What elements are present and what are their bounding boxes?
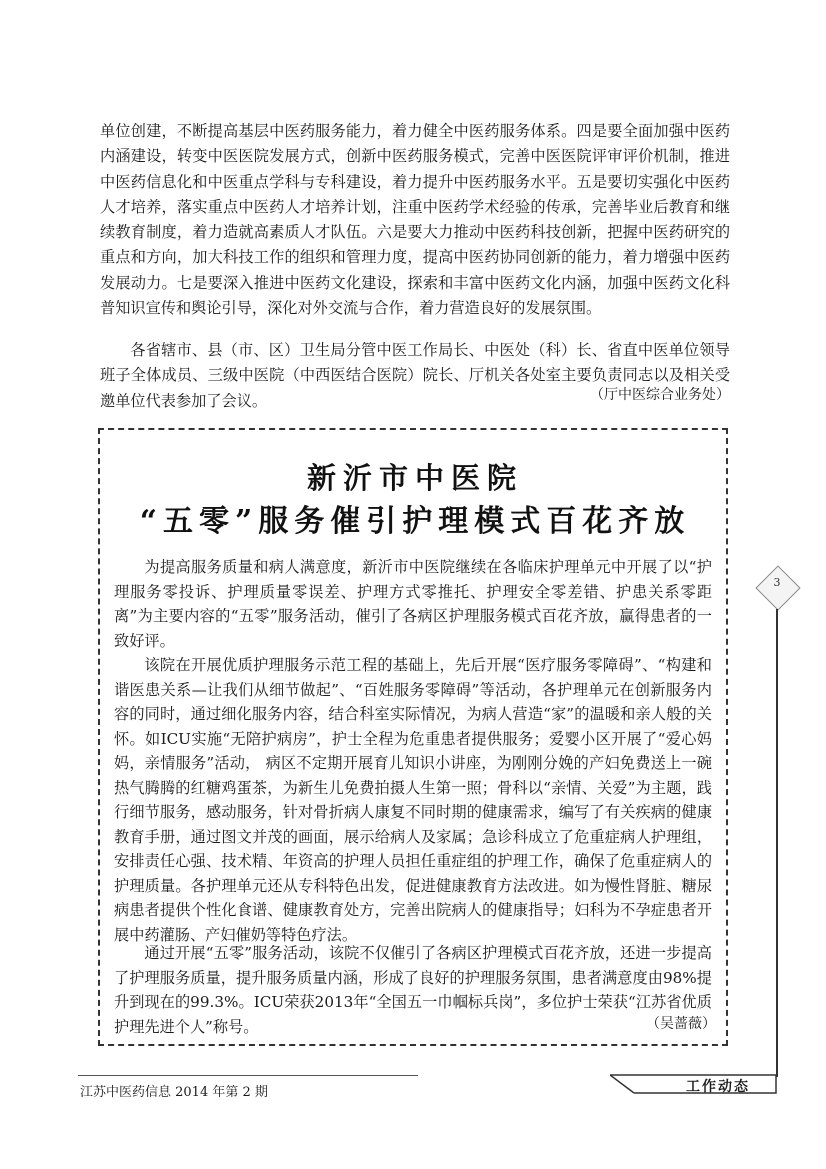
- journal-issue: 江苏中医药信息 2014 年第 2 期: [80, 1085, 268, 1100]
- article-source: （厅中医综合业务处）: [590, 387, 730, 403]
- boxed-article-paragraph-3: 通过开展“五零”服务活动，该院不仅催引了各病区护理模式百花齐放，还进一步提高了护理服务质量，提升服务质量内涵，形成了良好的护理服务氛围，患者满意度由98%提升到现在的99.3%。ICU荣获2013年“全国五一巾帼标兵岗”，多位护士荣获“江苏省优质护理先进个人”称号。: [114, 944, 712, 1036]
- margin-rule: [776, 609, 778, 1077]
- page-number: 3: [773, 576, 781, 589]
- boxed-article-paragraph-1: 为提高服务质量和病人满意度，新沂市中医院继续在各临床护理单元中开展了以“护理服务零投诉、护理质量零误差、护理方式零推托、护理安全零差错、护患关系零距离”为主要内容的“五零”服务活动，催引了各病区护理服务模式百花齐放，赢得患者的一致好评。: [114, 558, 712, 650]
- footer-rule: [78, 1075, 418, 1076]
- boxed-article-title-line-2: “五零”服务催引护理模式百花齐放: [139, 504, 691, 539]
- article-continuation-paragraph: 单位创建，不断提高基层中医药服务能力，着力健全中医药服务体系。四是要全面加强中医药内涵建设，转变中医医院发展方式，创新中医药服务模式，完善中医医院评审评价机制，推进中医药信息化和中医重点学科与专科建设，着力提升中医药服务水平。五是要切实强化中医药人才培养，落实重点中医药人才培养计划，注重中医药学术经验的传承，完善毕业后教育和继续教育制度，着力造就高素质人才队伍。六是要大力推动中医药科技创新，把握中医药研究的重点和方向，加大科技工作的组织和管理力度，提高中医药协同创新的能力，着力增强中医药发展动力。七是要深入推进中医药文化建设，探索和丰富中医药文化内涵，加强中医药文化科普知识宣传和舆论引导，深化对外交流与合作，着力营造良好的发展氛围。: [100, 122, 730, 318]
- boxed-article-paragraph-2: 该院在开展优质护理服务示范工程的基础上，先后开展“医疗服务零障碍”、“构建和谐医患关系—让我们从细节做起”、“百姓服务零障碍”等活动，各护理单元在创新服务内容的同时，通过细化服务内容，结合科室实际情况，为病人营造“家”的温暖和亲人般的关怀。如ICU实施“无陪护病房”，护士全程为危重患者提供服务；爱婴小区开展了“爱心妈妈，亲情服务”活动， 病区不定期开展育儿知识小讲座，为刚刚分娩的产妇免费送上一碗热气腾腾的红糖鸡蛋茶，为新生儿免费拍摄人生第一照；骨科以“亲情、关爱”为主题，践行细节服务，感动服务，针对骨折病人康复不同时期的健康需求，编写了有关疾病的健康教育手册，通过图文并茂的画面，展示给病人及家属；急诊科成立了危重症病人护理组，安排责任心强、技术精、年资高的护理人员担任重症组的护理工作，确保了危重症病人的护理质量。各护理单元还从专科特色出发，促进健康教育方法改进。如为慢性肾脏、糖尿病患者提供个性化食谱、健康教育处方，完善出院病人的健康指导；妇科为不孕症患者开展中药灌肠、产妇催奶等特色疗法。: [114, 656, 712, 944]
- attendance-paragraph: 各省辖市、县（市、区）卫生局分管中医工作局长、中医处（科）长、省直中医单位领导班子全体成员、三级中医院（中西医结合医院）院长、厅机关各处室主要负责同志以及相关受邀单位代表参加了会议。: [100, 341, 730, 410]
- boxed-article-author: （吴蔷薇）: [646, 1016, 716, 1032]
- section-name: 工作动态: [686, 1079, 750, 1095]
- boxed-article-title-line-1: 新沂市中医院: [306, 461, 523, 495]
